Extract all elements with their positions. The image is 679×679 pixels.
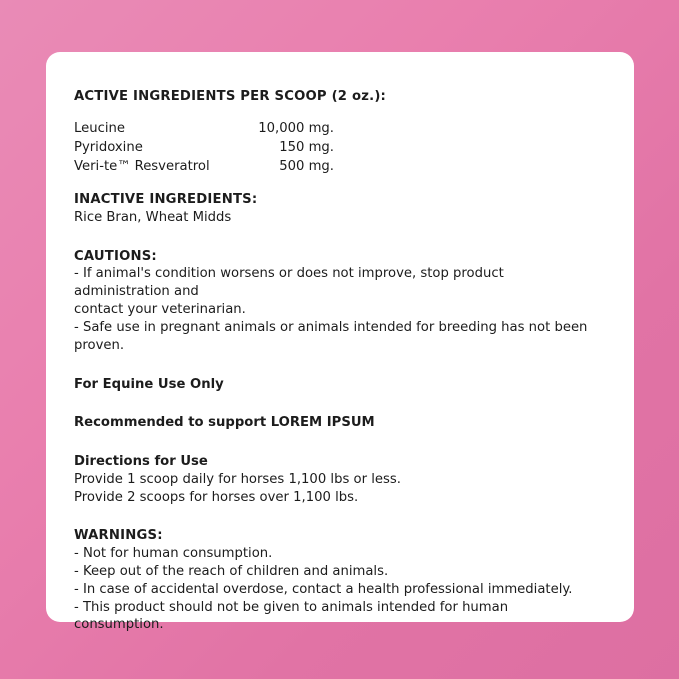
active-ingredients-heading: ACTIVE INGREDIENTS PER SCOOP (2 oz.): <box>74 89 387 104</box>
ingredient-amount: 500 mg. <box>279 158 334 174</box>
warnings-line: - Keep out of the reach of children and animals. <box>74 563 389 579</box>
label-content <box>74 88 600 634</box>
ingredient-name: Pyridoxine <box>74 140 143 156</box>
warnings-line: - This product should not be given to animals intended for human consumption. <box>74 599 509 633</box>
label-card <box>46 52 634 633</box>
recommendation-statement: Recommended to support LOREM IPSUM <box>74 415 375 431</box>
warnings-line: - Not for human consumption. <box>74 545 273 561</box>
active-ingredients-table <box>74 120 334 176</box>
ingredient-amount: 10,000 mg. <box>258 121 334 137</box>
table-row <box>74 120 334 139</box>
inactive-ingredients-text: Rice Bran, Wheat Midds <box>74 209 232 225</box>
cautions-line: contact your veterinarian. <box>74 301 246 317</box>
table-row <box>74 139 334 158</box>
directions-heading: Directions for Use <box>74 454 208 470</box>
warnings-heading: WARNINGS: <box>74 528 163 544</box>
equine-use-statement: For Equine Use Only <box>74 376 224 392</box>
ingredient-amount: 150 mg. <box>279 140 334 156</box>
directions-line: Provide 1 scoop daily for horses 1,100 lbs or less. <box>74 471 401 487</box>
inactive-ingredients-heading: INACTIVE INGREDIENTS: <box>74 192 258 208</box>
cautions-line: - Safe use in pregnant animals or animals intended for breeding has not been proven. <box>74 319 588 353</box>
cautions-heading: CAUTIONS: <box>74 248 157 264</box>
table-row <box>74 158 334 177</box>
ingredient-name: Leucine <box>74 121 125 137</box>
warnings-line: - In case of accidental overdose, contact a health professional immediately. <box>74 581 573 597</box>
ingredient-name: Veri-te™ Resveratrol <box>74 158 210 174</box>
directions-line: Provide 2 scoops for horses over 1,100 lbs. <box>74 489 359 505</box>
cautions-line: - If animal's condition worsens or does not improve, stop product administration and <box>74 266 504 299</box>
